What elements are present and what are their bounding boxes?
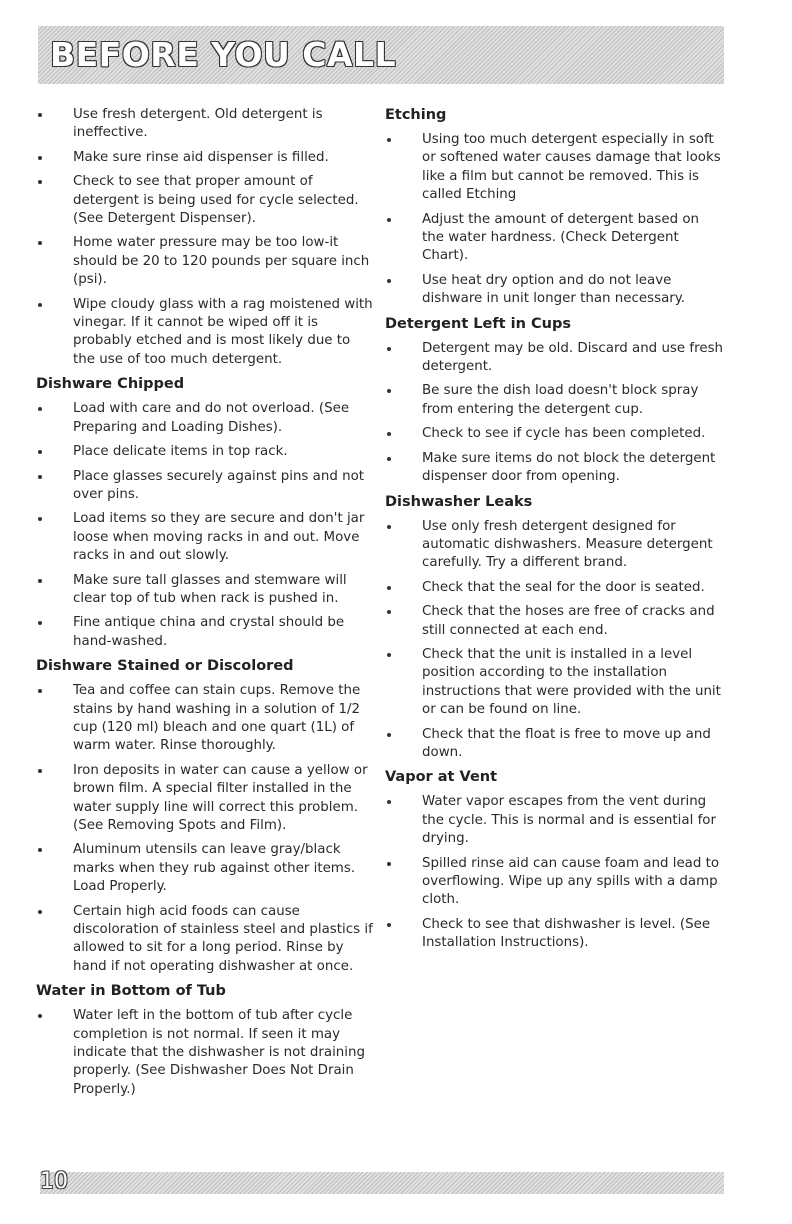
- vapor-at-vent-list: [385, 793, 725, 952]
- list-item: Check that the float is free to move up and down.: [385, 726, 725, 763]
- list-item: Use heat dry option and do not leave dishware in unit longer than necessary.: [385, 272, 725, 309]
- list-item: Check that the hoses are free of cracks and still connected at each end.: [385, 603, 725, 640]
- bullet-icon: [38, 475, 42, 479]
- intro-list: [36, 106, 376, 369]
- list-item: Load items so they are secure and don't jar loose when moving racks in and out. Move racks in and out slowly.: [36, 510, 376, 565]
- list-item: Check that the seal for the door is seated.: [385, 579, 725, 597]
- bullet-icon: [387, 800, 391, 804]
- list-item: Home water pressure may be too low-it should be 20 to 120 pounds per square inch (psi).: [36, 234, 376, 289]
- bullet-icon: [387, 653, 391, 657]
- bullet-icon: [387, 525, 391, 529]
- list-item: Water left in the bottom of tub after cycle completion is not normal. If seen it may indicate that the dishwasher is not draining properly. (See Dishwasher Does Not Drain Properly.): [36, 1007, 376, 1099]
- dishware-stained-list: [36, 682, 376, 976]
- bullet-icon: [38, 910, 42, 914]
- bullet-icon: [38, 407, 42, 411]
- bullet-icon: [38, 450, 42, 454]
- bullet-icon: [38, 113, 42, 117]
- bullet-icon: [387, 733, 391, 737]
- list-item: Check that the unit is installed in a level position according to the installation instructions that were provided with the unit or can be found on line.: [385, 646, 725, 720]
- water-in-bottom-list: [36, 1007, 376, 1099]
- right-column: [385, 106, 725, 959]
- bullet-icon: [38, 303, 42, 307]
- list-item: Be sure the dish load doesn't block spray from entering the detergent cup.: [385, 382, 725, 419]
- bullet-icon: [38, 517, 42, 521]
- section-heading-detergent-left: Detergent Left in Cups: [385, 315, 571, 332]
- dishware-chipped-list: [36, 400, 376, 651]
- bullet-icon: [387, 610, 391, 614]
- list-item: Use only fresh detergent designed for automatic dishwashers. Measure detergent carefully. Try a different brand.: [385, 518, 725, 573]
- bullet-icon: [38, 689, 42, 693]
- list-item: Load with care and do not overload. (See Preparing and Loading Dishes).: [36, 400, 376, 437]
- bullet-icon: [387, 389, 391, 393]
- list-item: Make sure tall glasses and stemware will clear top of tub when rack is pushed in.: [36, 572, 376, 609]
- list-item: Using too much detergent especially in soft or softened water causes damage that looks like a film but cannot be removed. This is called Etching: [385, 131, 725, 205]
- list-item: Spilled rinse aid can cause foam and lead to overflowing. Wipe up any spills with a damp cloth.: [385, 855, 725, 910]
- bullet-icon: [38, 579, 42, 583]
- list-item: Check to see that proper amount of detergent is being used for cycle selected. (See Detergent Dispenser).: [36, 173, 376, 228]
- list-item: Tea and coffee can stain cups. Remove the stains by hand washing in a solution of 1/2 cup (120 ml) bleach and one quart (1L) of warm water. Rinse thoroughly.: [36, 682, 376, 756]
- list-item: Use fresh detergent. Old detergent is ineffective.: [36, 106, 376, 143]
- dishwasher-leaks-list: [385, 518, 725, 763]
- bullet-icon: [387, 279, 391, 283]
- list-item: Aluminum utensils can leave gray/black marks when they rub against other items. Load Properly.: [36, 841, 376, 896]
- page-title: BEFORE YOU CALL: [50, 35, 397, 74]
- bullet-icon: [38, 156, 42, 160]
- list-item: Iron deposits in water can cause a yellow or brown film. A special filter installed in the water supply line will correct this problem. (See Removing Spots and Film).: [36, 762, 376, 836]
- bullet-icon: [38, 180, 42, 184]
- section-heading-water-in-bottom: Water in Bottom of Tub: [36, 983, 226, 1000]
- bullet-icon: [38, 1014, 42, 1018]
- list-item: Place delicate items in top rack.: [36, 443, 376, 461]
- bullet-icon: [38, 241, 42, 245]
- left-column: [36, 106, 376, 1105]
- bullet-icon: [387, 347, 391, 351]
- section-heading-dishware-stained: Dishware Stained or Discolored: [36, 658, 294, 675]
- bullet-icon: [387, 218, 391, 222]
- bullet-icon: [387, 138, 391, 142]
- section-heading-dishware-chipped: Dishware Chipped: [36, 376, 185, 393]
- bullet-icon: [38, 769, 42, 773]
- list-item: Certain high acid foods can cause discoloration of stainless steel and plastics if allowed to sit for a long period. Rinse by hand if not operating dishwasher at once.: [36, 903, 376, 977]
- list-item: Detergent may be old. Discard and use fresh detergent.: [385, 340, 725, 377]
- page-number: 10: [40, 1169, 68, 1194]
- section-heading-dishwasher-leaks: Dishwasher Leaks: [385, 493, 533, 510]
- list-item: Adjust the amount of detergent based on the water hardness. (Check Detergent Chart).: [385, 211, 725, 266]
- list-item: Make sure items do not block the detergent dispenser door from opening.: [385, 450, 725, 487]
- list-item: Make sure rinse aid dispenser is filled.: [36, 149, 376, 167]
- list-item: Check to see if cycle has been completed.: [385, 425, 725, 443]
- section-heading-etching: Etching: [385, 107, 447, 123]
- bullet-icon: [387, 586, 391, 590]
- bullet-icon: [38, 848, 42, 852]
- bullet-icon: [38, 621, 42, 625]
- section-heading-vapor-at-vent: Vapor at Vent: [385, 769, 498, 786]
- list-item: Fine antique china and crystal should be hand-washed.: [36, 614, 376, 651]
- bullet-icon: [387, 432, 391, 436]
- bullet-icon: [387, 862, 391, 866]
- footer-band: [40, 1172, 724, 1194]
- etching-list: [385, 131, 725, 309]
- list-item: Wipe cloudy glass with a rag moistened with vinegar. If it cannot be wiped off it is probably etched and is most likely due to the use of too much detergent.: [36, 296, 376, 370]
- detergent-left-list: [385, 340, 725, 487]
- list-item: Water vapor escapes from the vent during the cycle. This is normal and is essential for drying.: [385, 793, 725, 848]
- list-item: Check to see that dishwasher is level. (See Installation Instructions).: [385, 916, 725, 953]
- list-item: Place glasses securely against pins and not over pins.: [36, 468, 376, 505]
- bullet-icon: [387, 923, 391, 927]
- bullet-icon: [387, 457, 391, 461]
